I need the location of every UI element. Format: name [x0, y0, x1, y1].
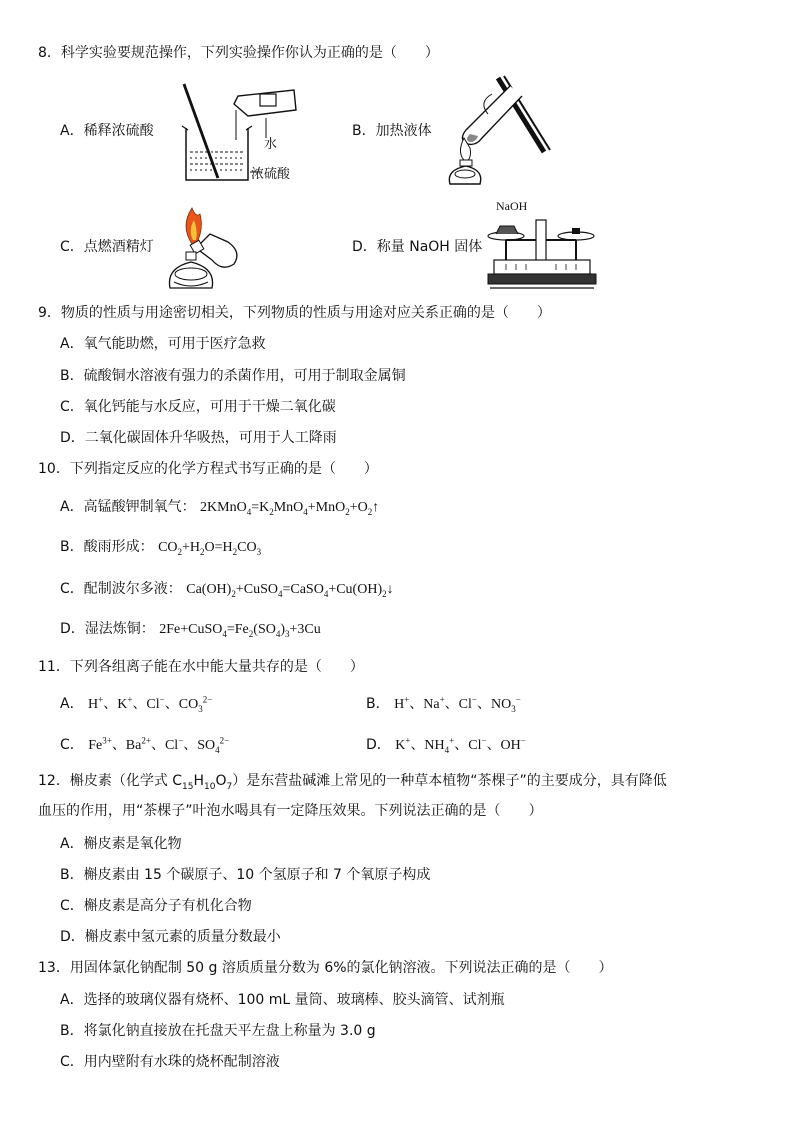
ions-a: H+、K+、Cl−、$CO_3^{2-}$ [88, 694, 213, 714]
q12-stem-pre: 12．槲皮素（化学式 C [38, 773, 183, 789]
water-label: 水 [264, 137, 278, 152]
q12-option-c: C．槲皮素是高分子有机化合物 [60, 898, 252, 914]
q10-option-b-label: B．酸雨形成： [60, 539, 154, 555]
q8-option-d: D．称量 NaOH 固体 [352, 239, 483, 255]
ions-c: $Fe^{3+}$、$Ba^{2+}$、Cl−、$SO_4^{2-}$ [88, 735, 230, 755]
q11-option-b-label: B． [366, 696, 390, 712]
heating-liquid-figure [448, 74, 554, 186]
q11-stem: 11．下列各组离子能在水中能大量共存的是（ ） [38, 659, 364, 675]
q8-stem: 8．科学实验要规范操作，下列实验操作你认为正确的是（ ） [38, 45, 439, 61]
q8-option-a: A．稀释浓硫酸 [60, 123, 154, 139]
q10-option-d-label: D．湿法炼铜： [60, 621, 155, 637]
q9-option-a: A．氧气能助燃，可用于医疗急救 [60, 336, 266, 352]
equation-bordeaux: $Ca(OH)_2+CuSO_4=CaSO_4+Cu(OH)_2↓$ [186, 582, 394, 599]
q10-option-c-label: C．配制波尔多液： [60, 581, 182, 597]
q10-option-a [60, 497, 379, 518]
q10-option-d [60, 619, 321, 640]
ions-b: H+、Na+、Cl−、$NO_3^-$ [394, 694, 521, 714]
q11-option-c-label: C． [60, 737, 84, 753]
concentrated-acid-label: 浓硫酸 [251, 167, 291, 182]
q9-option-d: D．二氧化碳固体升华吸热，可用于人工降雨 [60, 430, 337, 446]
q11-option-a [60, 694, 212, 715]
equation-kmno4: $2KMnO_4=K_2MnO_4+MnO_2+O_2↑$ [200, 500, 380, 517]
q12-option-a: A．槲皮素是氧化物 [60, 836, 182, 852]
q13-stem: 13．用固体氯化钠配制 50 g 溶质质量分数为 6%的氯化钠溶液。下列说法正确的是（ ） [38, 960, 613, 976]
naoh-label: NaOH [496, 199, 528, 213]
balance-figure [486, 212, 598, 290]
q10-stem: 10．下列指定反应的化学方程式书写正确的是（ ） [38, 461, 378, 477]
q13-option-a: A．选择的玻璃仪器有烧杯、100 mL 量筒、玻璃棒、胶头滴管、试剂瓶 [60, 992, 505, 1008]
q12-stem-mid: ）是东营盐碱滩上常见的一种草本植物“茶棵子”的主要成分，具有降低 [232, 773, 667, 789]
q8-option-b: B．加热液体 [352, 123, 432, 139]
q8-option-c: C．点燃酒精灯 [60, 239, 154, 255]
q9-option-c: C．氧化钙能与水反应，可用于干燥二氧化碳 [60, 399, 336, 415]
ions-d: K+、$NH_4^+$、Cl−、OH− [395, 735, 526, 755]
lighting-lamp-figure [166, 204, 248, 292]
q13-option-c: C．用内壁附有水珠的烧杯配制溶液 [60, 1054, 280, 1070]
q12-option-d: D．槲皮素中氢元素的质量分数最小 [60, 929, 281, 945]
q11-option-c [60, 735, 229, 756]
q9-stem: 9．物质的性质与用途密切相关，下列物质的性质与用途对应关系正确的是（ ） [38, 305, 551, 321]
equation-wet-copper: $2Fe+CuSO_4=Fe_2(SO_4)_3+3Cu$ [159, 622, 321, 639]
q11-option-a-label: A． [60, 696, 84, 712]
q12-stem [38, 771, 667, 791]
q13-option-b: B．将氯化钠直接放在托盘天平左盘上称量为 3.0 g [60, 1023, 376, 1039]
q10-option-a-label: A．高锰酸钾制氧气： [60, 499, 196, 515]
q12-option-b: B．槲皮素由 15 个碳原子、10 个氢原子和 7 个氧原子构成 [60, 867, 431, 883]
q12-formula: $_{15}H_{10}O_7$ [182, 773, 233, 792]
q10-option-b [60, 537, 261, 558]
equation-acid-rain: $CO_2+H_2O=H_2CO_3$ [158, 540, 262, 557]
q9-option-b: B．硫酸铜水溶液有强力的杀菌作用，可用于制取金属铜 [60, 368, 406, 384]
q12-stem-line2: 血压的作用，用“茶棵子”叶泡水喝具有一定降压效果。下列说法正确的是（ ） [38, 803, 543, 819]
q11-option-d-label: D． [366, 737, 391, 753]
q11-option-d [366, 735, 526, 756]
q10-option-c [60, 579, 394, 600]
q11-option-b [366, 694, 521, 715]
